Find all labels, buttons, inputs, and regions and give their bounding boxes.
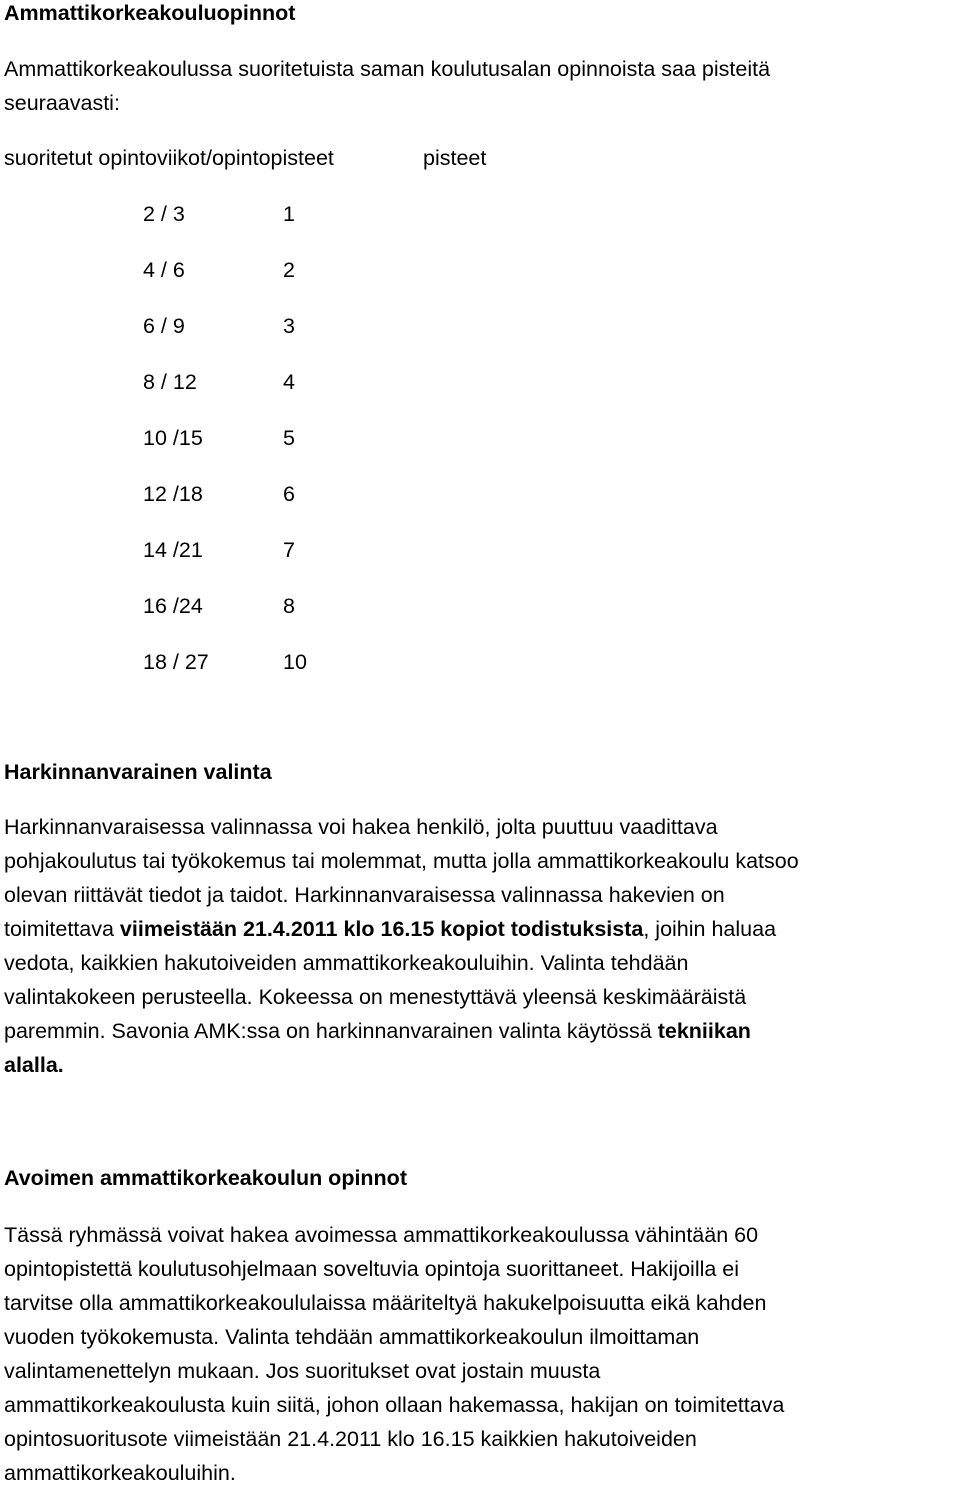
intro-line: Ammattikorkeakoulussa suoritetuista saman koulutusalan opinnoista saa pisteitä [4,57,771,81]
paragraph-line: tarvitse olla ammattikorkeakoululaissa määriteltyä hakukelpoisuutta eikä kahden [4,1291,767,1315]
paragraph-line: valintamenettelyn mukaan. Jos suoritukset ovat jostain muusta [4,1359,601,1383]
paragraph-line: pohjakoulutus tai työkokemus tai molemmat, mutta jolla ammattikorkeakoulu katsoo [4,849,799,873]
studies-cell: 6 / 9 [143,314,185,338]
studies-cell: 14 /21 [143,538,203,562]
points-cell: 1 [283,202,295,226]
table-row [4,421,404,455]
text-fragment: , joihin haluaa [643,917,777,941]
table-row [4,533,404,567]
paragraph-line [4,1014,956,1048]
paragraph-line: vedota, kaikkien hakutoiveiden ammattikorkeakouluihin. Valinta tehdään [4,951,689,975]
table-row [4,365,404,399]
studies-cell: 10 /15 [143,426,203,450]
discretionary-selection-paragraph [4,810,956,1082]
table-row [4,309,404,343]
column-header-studies: suoritetut opintoviikot/opintopisteet [4,146,334,170]
field-emphasis: alalla. [4,1053,64,1077]
table-row [4,645,404,679]
paragraph-line: vuoden työkokemusta. Valinta tehdään ammattikorkeakoulun ilmoittaman [4,1325,700,1349]
points-cell: 5 [283,426,295,450]
points-cell: 2 [283,258,295,282]
paragraph-line: valintakokeen perusteella. Kokeessa on menestyttävä yleensä keskimääräistä [4,985,747,1009]
table-row [4,589,404,623]
field-emphasis: tekniikan [657,1019,751,1043]
paragraph-line: opintosuoritusote viimeistään 21.4.2011 klo 16.15 kaikkien hakutoiveiden [4,1427,697,1451]
column-header-points: pisteet [423,146,487,170]
studies-cell: 16 /24 [143,594,203,618]
points-cell: 4 [283,370,295,394]
intro-paragraph [4,52,944,120]
intro-line: seuraavasti: [4,91,120,115]
paragraph-line: Harkinnanvaraisessa valinnassa voi hakea henkilö, jolta puuttuu vaadittava [4,815,718,839]
paragraph-line: opintopistettä koulutusohjelmaan soveltuvia opintoja suorittaneet. Hakijoilla ei [4,1257,740,1281]
points-cell: 7 [283,538,295,562]
studies-cell: 18 / 27 [143,650,209,674]
points-cell: 3 [283,314,295,338]
paragraph-line: Tässä ryhmässä voivat hakea avoimessa ammattikorkeakoulussa vähintään 60 [4,1223,759,1247]
table-row [4,253,404,287]
section-title-open-amk-studies: Avoimen ammattikorkeakoulun opinnot [4,1166,407,1190]
paragraph-line: ammattikorkeakouluihin. [4,1461,236,1485]
paragraph-line: ammattikorkeakoulusta kuin siitä, johon ollaan hakemassa, hakijan on toimitettava [4,1393,785,1417]
paragraph-line [4,912,956,946]
open-amk-paragraph [4,1218,956,1490]
studies-cell: 12 /18 [143,482,203,506]
section-title-amk-studies: Ammattikorkeakouluopinnot [4,1,296,25]
text-fragment: toimitettava [4,917,120,941]
deadline-emphasis: viimeistään 21.4.2011 klo 16.15 kopiot todistuksista [119,917,644,941]
table-row [4,197,404,231]
studies-cell: 4 / 6 [143,258,185,282]
text-fragment: paremmin. Savonia AMK:ssa on harkinnanvarainen valinta käytössä [4,1019,658,1043]
points-cell: 6 [283,482,295,506]
table-row [4,477,404,511]
paragraph-line [4,1048,956,1082]
points-cell: 8 [283,594,295,618]
paragraph-line: olevan riittävät tiedot ja taidot. Harkinnanvaraisessa valinnassa hakevien on [4,883,725,907]
points-cell: 10 [283,650,307,674]
section-title-discretionary-selection: Harkinnanvarainen valinta [4,760,272,784]
studies-cell: 2 / 3 [143,202,185,226]
studies-cell: 8 / 12 [143,370,197,394]
